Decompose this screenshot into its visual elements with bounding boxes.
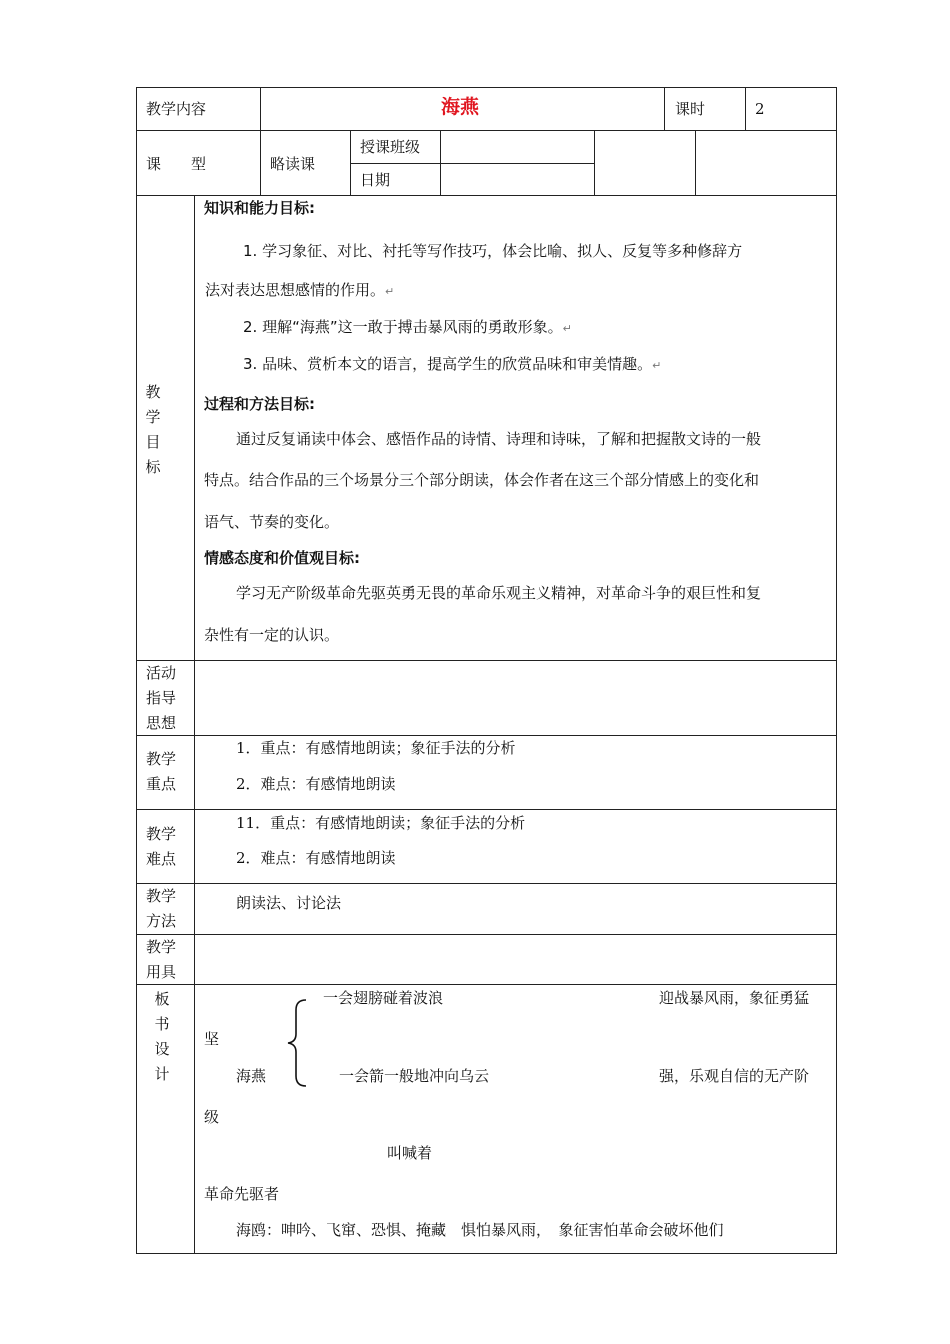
process-line-1: 通过反复诵读中体会、感悟作品的诗情、诗理和诗味，了解和把握散文诗的一般	[236, 430, 762, 448]
process-line-2: 特点。结合作品的三个场景分三个部分朗读，体会作者在这三个部分情感上的变化和	[204, 471, 760, 489]
keypoints-line-2: 2．难点：有感情地朗读	[236, 775, 396, 793]
emotion-line-1: 学习无产阶级革命先驱英勇无畏的革命乐观主义精神，对革命斗争的艰巨性和复	[236, 584, 762, 602]
table-border-bottom	[136, 1253, 837, 1254]
label-column-divider	[194, 195, 195, 1254]
method-row-label: 教学 方法	[146, 887, 177, 930]
difficulties-line-1: 11．重点：有感情地朗读；象征手法的分析	[236, 814, 526, 832]
type-label: 课 型	[146, 155, 207, 173]
knowledge-item-1-line-1: 1. 学习象征、对比、衬托等写作技巧，体会比喻、拟人、反复等多种修辞方	[243, 242, 743, 260]
type-value: 略读课	[270, 155, 316, 173]
board-shout: 叫喊着	[387, 1144, 433, 1162]
board-gull-line: 海鸥：呻吟、飞窜、恐惧、掩藏 惧怕暴风雨， 象征害怕革命会破坏他们	[236, 1221, 724, 1239]
row-divider-activity	[136, 735, 837, 736]
table-border-right	[836, 87, 837, 1254]
row-divider-type	[136, 195, 837, 196]
type-col-2	[350, 130, 351, 196]
header-col-1	[260, 87, 261, 196]
knowledge-item-3: 3. 品味、赏析本文的语言，提高学生的欣赏品味和审美情趣。↵	[243, 355, 662, 373]
class-date-divider	[350, 163, 594, 164]
header-col-hours-end	[745, 87, 746, 131]
knowledge-item-2: 2. 理解“海燕”这一敢于搏击暴风雨的勇敢形象。↵	[243, 318, 572, 336]
row-divider-tools	[136, 984, 837, 985]
row-divider-header	[136, 130, 837, 131]
board-wrap-2: 级	[204, 1108, 220, 1126]
return-mark: ↵	[562, 322, 572, 335]
board-wrap-1: 坚	[204, 1030, 220, 1048]
row-divider-keypoints	[136, 809, 837, 810]
hours-label: 课时	[675, 100, 706, 118]
page-title: 海燕	[441, 96, 480, 118]
board-right-text-2: 强，乐观自信的无产阶	[659, 1067, 810, 1085]
activity-row-label: 活动 指导 思想	[146, 664, 177, 732]
type-col-5	[695, 130, 696, 196]
header-col-title-end	[664, 87, 665, 131]
board-top-branch: 一会翅膀碰着波浪	[323, 989, 444, 1007]
emotion-heading: 情感态度和价值观目标:	[204, 549, 360, 567]
type-col-3	[440, 130, 441, 196]
knowledge-item-1-line-2: 法对表达思想感情的作用。↵	[205, 281, 395, 299]
process-line-3: 语气、节奏的变化。	[204, 513, 340, 531]
row-divider-method	[136, 934, 837, 935]
board-mid-branch: 一会箭一般地冲向乌云	[339, 1067, 490, 1085]
keypoints-line-1: 1．重点：有感情地朗读；象征手法的分析	[236, 739, 516, 757]
row-divider-difficulties	[136, 883, 837, 884]
brace-symbol	[284, 998, 314, 1088]
board-row-label: 板 书 设 计	[154, 990, 170, 1083]
return-mark: ↵	[385, 285, 395, 298]
type-col-4	[594, 130, 595, 196]
difficulties-line-2: 2．难点：有感情地朗读	[236, 849, 396, 867]
tools-row-label: 教学 用具	[146, 938, 177, 981]
keypoints-row-label: 教学 重点	[146, 750, 177, 793]
table-border-top	[136, 87, 837, 88]
date-label: 日期	[360, 171, 391, 189]
method-value: 朗读法、讨论法	[236, 894, 342, 912]
hours-value: 2	[755, 100, 765, 118]
table-border-left	[136, 87, 137, 1254]
objectives-row-label: 教 学 目 标	[145, 383, 161, 476]
board-pioneer: 革命先驱者	[204, 1185, 280, 1203]
difficulties-row-label: 教学 难点	[146, 825, 177, 868]
emotion-line-2: 杂性有一定的认识。	[204, 626, 340, 644]
row-divider-objectives	[136, 660, 837, 661]
content-label: 教学内容	[146, 100, 207, 118]
board-right-text-1: 迎战暴风雨，象征勇猛	[659, 989, 810, 1007]
board-root: 海燕	[236, 1067, 267, 1085]
process-heading: 过程和方法目标:	[204, 395, 315, 413]
knowledge-heading: 知识和能力目标:	[204, 199, 315, 217]
return-mark: ↵	[652, 359, 662, 372]
class-label: 授课班级	[360, 138, 421, 156]
